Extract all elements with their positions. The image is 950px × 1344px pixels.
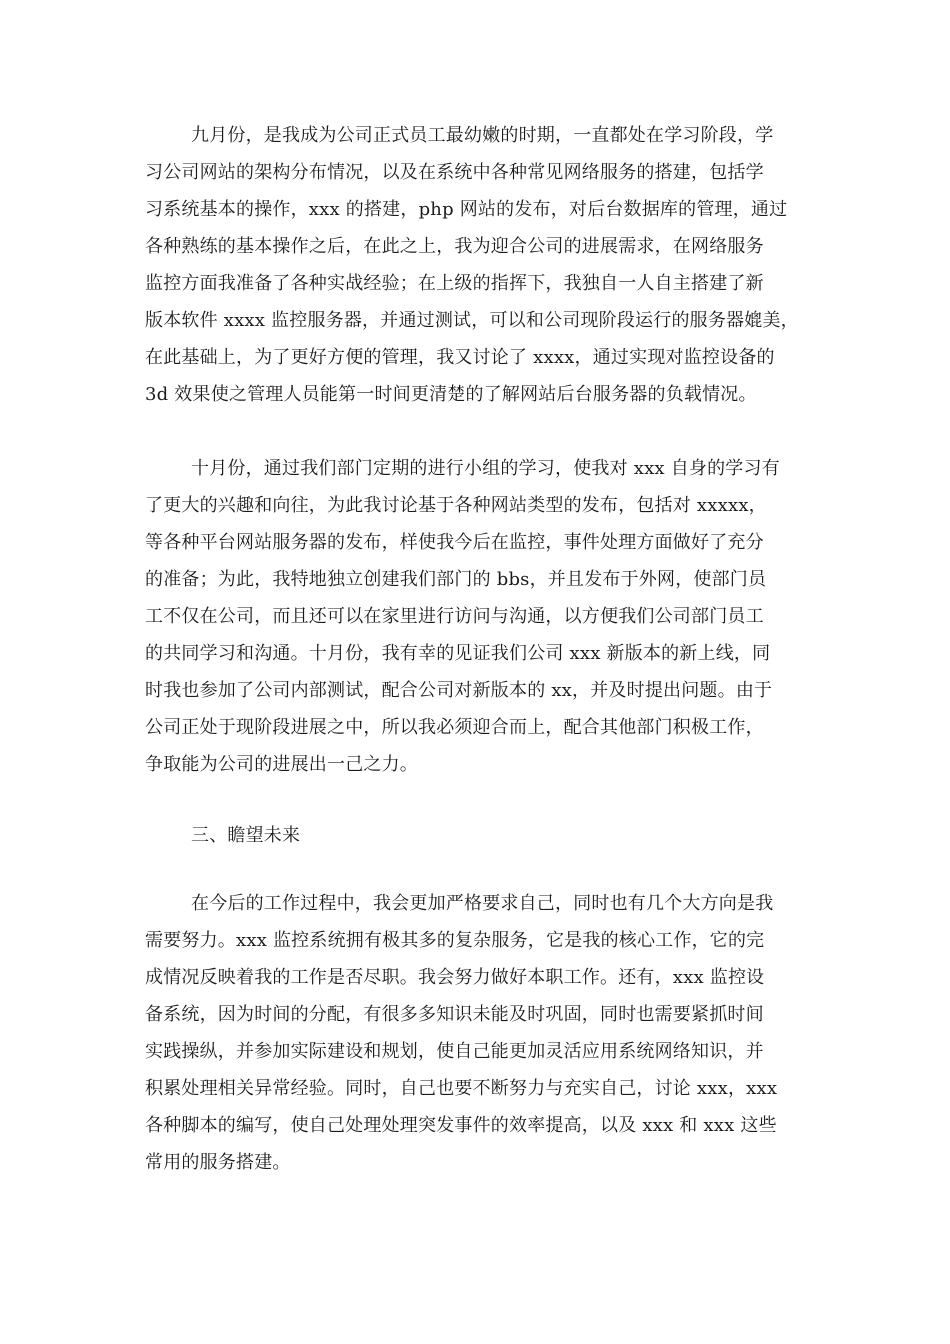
text-line: 习公司网站的架构分布情况，以及在系统中各种常见网络服务的搭建，包括学 [145, 162, 764, 183]
text-line: 积累处理相关异常经验。同时，自己也要不断努力与充实自己，讨论 xxx，xxx [145, 1078, 778, 1099]
paragraph-october [145, 450, 825, 783]
text-line: 九月份，是我成为公司正式员工最幼嫩的时期，一直都处在学习阶段，学 [191, 125, 774, 146]
text-line: 了更大的兴趣和向往，为此我讨论基于各种网站类型的发布，包括对 xxxxx， [145, 495, 767, 516]
text-line: 十月份，通过我们部门定期的进行小组的学习，使我对 xxx 自身的学习有 [191, 458, 780, 479]
text-line: 的准备；为此，我特地独立创建我们部门的 bbs，并且发布于外网，使部门员 [145, 569, 767, 590]
text-line: 各种脚本的编写，使自己处理处理突发事件的效率提高，以及 xxx 和 xxx 这些 [145, 1115, 777, 1136]
text-line: 公司正处于现阶段进展之中，所以我必须迎合而上，配合其他部门积极工作， [145, 717, 764, 738]
text-line: 常用的服务搭建。 [145, 1152, 291, 1173]
text-line: 在今后的工作过程中，我会更加严格要求自己，同时也有几个大方向是我 [191, 893, 774, 914]
section-heading [145, 817, 825, 854]
text-line: 争取能为公司的进展出一己之力。 [145, 754, 418, 775]
section-heading-text: 三、瞻望未来 [191, 825, 301, 846]
text-line: 需要努力。xxx 监控系统拥有极其多的复杂服务，它是我的核心工作，它的完 [145, 930, 765, 951]
text-line: 各种熟练的基本操作之后，在此之上，我为迎合公司的进展需求，在网络服务 [145, 236, 764, 257]
text-line: 工不仅在公司，而且还可以在家里进行访问与沟通，以方便我们公司部门员工 [145, 606, 764, 627]
text-line: 习系统基本的操作，xxx 的搭建，php 网站的发布，对后台数据库的管理，通过 [145, 199, 788, 220]
text-line: 备系统，因为时间的分配，有很多多知识未能及时巩固，同时也需要紧抓时间 [145, 1004, 764, 1025]
paragraph-september [145, 117, 825, 413]
text-line: 监控方面我准备了各种实战经验；在上级的指挥下，我独自一人自主搭建了新 [145, 273, 764, 294]
text-line: 等各种平台网站服务器的发布，样使我今后在监控，事件处理方面做好了充分 [145, 532, 764, 553]
text-line: 成情况反映着我的工作是否尽职。我会努力做好本职工作。还有，xxx 监控设 [145, 967, 765, 988]
text-line: 实践操纵，并参加实际建设和规划，使自己能更加灵活应用系统网络知识，并 [145, 1041, 764, 1062]
text-line: 版本软件 xxxx 监控服务器，并通过测试，可以和公司现阶段运行的服务器媲美， [145, 310, 799, 331]
text-line: 的共同学习和沟通。十月份，我有幸的见证我们公司 xxx 新版本的新上线，同 [145, 643, 771, 664]
text-line: 时我也参加了公司内部测试，配合公司对新版本的 xx，并及时提出问题。由于 [145, 680, 773, 701]
text-line: 3d 效果使之管理人员能第一时间更清楚的了解网站后台服务器的负载情况。 [145, 384, 757, 405]
paragraph-future [145, 885, 825, 1181]
text-line: 在此基础上，为了更好方便的管理，我又讨论了 xxxx，通过实现对监控设备的 [145, 347, 775, 368]
